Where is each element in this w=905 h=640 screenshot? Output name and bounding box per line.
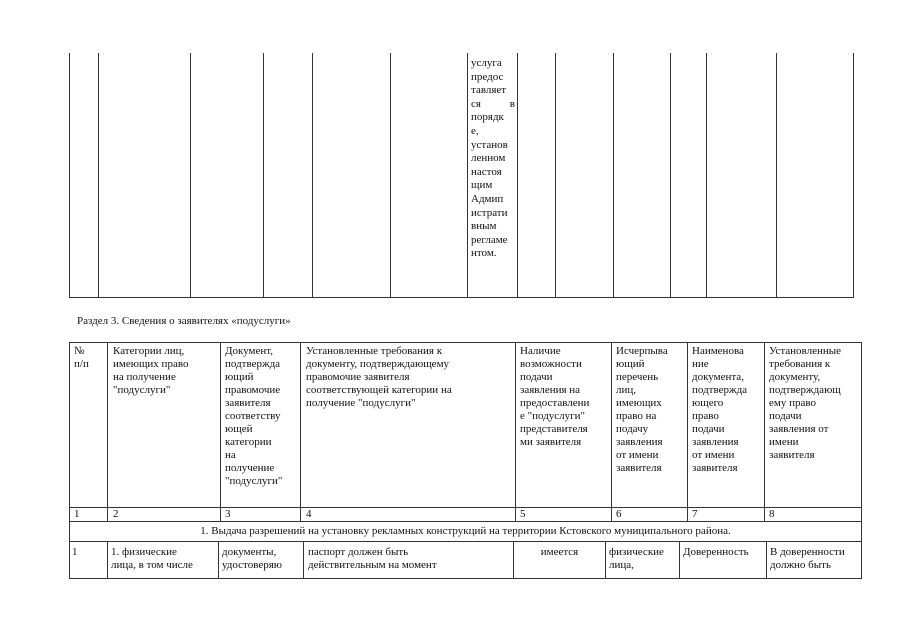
section-title: Раздел 3. Сведения о заявителях «подуслуги» xyxy=(77,315,291,327)
header-cell-number: № п/п xyxy=(74,345,89,370)
table-column-line xyxy=(300,342,301,522)
table-border-top xyxy=(69,342,862,343)
row-doc-requirements: В доверенности должно быть xyxy=(770,546,845,571)
row-document: документы, удостоверяю xyxy=(222,546,283,571)
column-number: 8 xyxy=(769,508,775,520)
cell-text-line: Адмип xyxy=(471,192,504,205)
table-column-line xyxy=(853,53,854,298)
cell-text-line: настоя xyxy=(471,165,502,178)
cell-text-line-justified: ся в xyxy=(471,97,515,110)
cell-text-line: порядк xyxy=(471,111,504,124)
table-column-line xyxy=(613,53,614,298)
table-column-line xyxy=(263,53,264,298)
table-row-line xyxy=(69,507,862,508)
table-column-line xyxy=(107,342,108,522)
header-cell-document: Документ, подтвержда ющий правомочие заявителя соответству ющей категории на получение "подуслуги" xyxy=(225,345,283,487)
table-column-line xyxy=(220,342,221,522)
row-number: 1 xyxy=(72,546,78,558)
header-cell-categories: Категории лиц, имеющих право на получение "подуслуги" xyxy=(113,345,189,396)
column-number: 3 xyxy=(225,508,231,520)
column-number: 1 xyxy=(74,508,80,520)
table-column-line xyxy=(467,53,468,298)
cell-text-line: нтом. xyxy=(471,247,497,260)
table-column-line xyxy=(218,541,219,579)
table-column-line xyxy=(605,541,606,579)
cell-text-line xyxy=(471,98,515,112)
column-number: 7 xyxy=(692,508,698,520)
row-category: 1. физические лица, в том числе xyxy=(111,546,193,571)
table-column-line xyxy=(303,541,304,579)
row-requirements: паспорт должен быть действительным на момент xyxy=(308,546,437,571)
table-column-line xyxy=(555,53,556,298)
header-cell-doc-requirements: Установленные требования к документу, подтверждающ ему право подачи заявления от имени заявителя xyxy=(769,345,842,461)
cell-text-line: е, xyxy=(471,124,479,137)
table-row-line xyxy=(69,521,862,522)
row-representatives: имеется xyxy=(540,546,579,558)
table-column-line xyxy=(190,53,191,298)
header-cell-persons-list: Исчерпыва ющий перечень лиц, имеющих право на подачу заявления от имени заявителя xyxy=(616,345,668,474)
table-column-line xyxy=(390,53,391,298)
cell-text-line: услуга xyxy=(471,57,502,69)
cell-text-line: установ xyxy=(471,138,508,151)
table-column-line xyxy=(69,342,70,522)
header-cell-requirements: Установленные требования к документу, подтверждающему правомочие заявителя соответствующей категории на получение "подуслуги" xyxy=(306,345,452,409)
table-column-line xyxy=(670,53,671,298)
table-column-line xyxy=(706,53,707,298)
row-document-name: Доверенность xyxy=(683,546,749,558)
table-column-line xyxy=(611,342,612,522)
cell-text-line: предос xyxy=(471,70,504,83)
row-persons-list: физические лица, xyxy=(609,546,664,571)
cell-text-line: истрати xyxy=(471,206,508,219)
table-row-line xyxy=(69,578,862,579)
column-number: 4 xyxy=(306,508,312,520)
table-column-line xyxy=(861,541,862,579)
cell-text-line: вным xyxy=(471,220,497,233)
table-row-line xyxy=(69,541,862,542)
column-number: 5 xyxy=(520,508,526,520)
table-column-line xyxy=(98,53,99,298)
header-cell-representatives: Наличие возможности подачи заявления на предоставлени е "подуслуги" представителя ми заявителя xyxy=(520,345,590,448)
table-column-line xyxy=(776,53,777,298)
table-column-line xyxy=(312,53,313,298)
column-number: 6 xyxy=(616,508,622,520)
table-column-line xyxy=(69,53,70,298)
table-column-line xyxy=(764,342,765,522)
column-number: 2 xyxy=(113,508,119,520)
header-cell-document-name: Наименова ние документа, подтвержда ющего право подачи заявления от имени заявителя xyxy=(692,345,748,474)
cell-text-line: тавляет xyxy=(471,84,507,97)
cell-text-line: ленном xyxy=(471,152,506,165)
cell-text-line: щим xyxy=(471,179,493,192)
table-column-line xyxy=(517,53,518,298)
table-column-line xyxy=(69,541,70,579)
table-column-line xyxy=(687,342,688,522)
table-column-line xyxy=(766,541,767,579)
service-group-title: 1. Выдача разрешений на установку рекламных конструкций на территории Кстовского муниципального района. xyxy=(200,525,731,537)
procedure-text-cell xyxy=(471,57,515,261)
table-column-line xyxy=(679,541,680,579)
table-border-bottom xyxy=(69,297,853,298)
table-column-line xyxy=(861,342,862,522)
table-column-line xyxy=(107,541,108,579)
cell-text-line: регламе xyxy=(471,233,508,246)
table-column-line xyxy=(515,342,516,522)
